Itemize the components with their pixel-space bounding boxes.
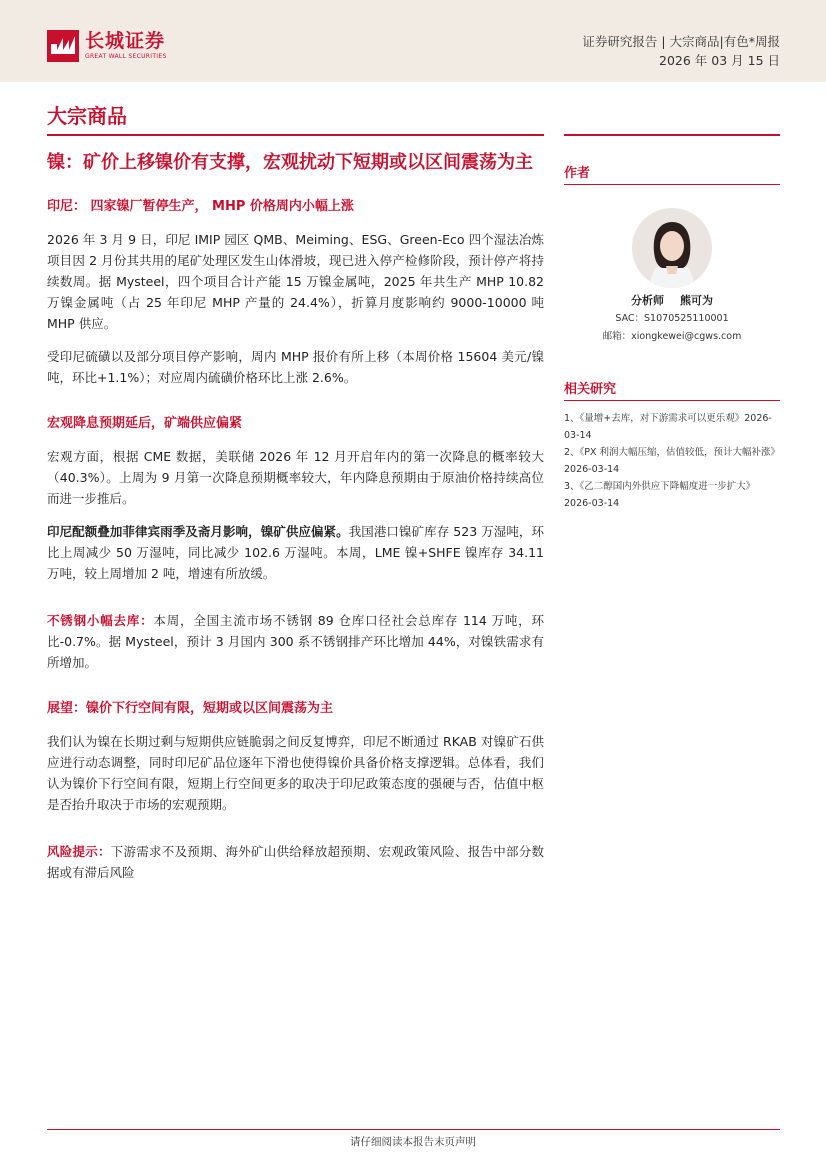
main-divider — [47, 134, 544, 136]
paragraph: 受印尼硫磺以及部分项目停产影响，周内 MHP 报价有所上移（本周价格 15604 美元/镍吨，环比+1.1%）；对应周内硫磺价格环比上涨 2.6%。 — [47, 349, 544, 385]
heading-outlook: 展望：镍价下行空间有限，短期或以区间震荡为主 — [47, 701, 334, 716]
related-item[interactable]: 1、《量增+去库，对下游需求可以更乐观》2026-03-14 — [564, 413, 772, 441]
heading-indonesia: 印尼： 四家镍厂暂停生产， MHP 价格周内小幅上涨 — [47, 199, 354, 214]
paragraph: 2026 年 3 月 9 日，印尼 IMIP 园区 QMB、Meiming、ESG、Green-Eco 四个湿法冶炼项目因 2 月份其共用的尾矿处理区发生山体滑坡，现已进入停产检修阶段，预计停产将持续数周。据 Mysteel，四个项目合计产能 15 万镍金属吨，2025 年共生产 MHP 10.82 万镍金属吨（占 25 年印尼 MHP 产量的 24.4%），折算月度影响约 9000-10000 吨 MHP 供应。 — [47, 232, 544, 331]
footer-disclaimer: 请仔细阅读本报告末页声明 — [350, 1136, 476, 1148]
analyst-portrait-icon — [632, 208, 712, 288]
paragraph-text: 下游需求不及预期、海外矿山供给释放超预期、宏观政策风险、报告中部分数据或有滞后风险 — [47, 844, 544, 880]
author-rule — [564, 184, 780, 185]
related-item[interactable]: 3、《乙二醇国内外供应下降幅度进一步扩大》2026-03-14 — [564, 481, 756, 509]
analyst-name: 熊可为 — [680, 294, 713, 307]
header-meta — [582, 32, 780, 70]
paragraph-ore-supply — [47, 521, 544, 584]
paragraph-text: 我国港口镍矿库存 523 万湿吨，环比上周减少 50 万湿吨，同比减少 102.6 万湿吨。本周，LME 镍+SHFE 镍库存 34.11 万吨，较上周增加 2 吨，增速有所放缓。 — [47, 524, 544, 581]
related-list — [564, 410, 780, 512]
main-content — [47, 146, 544, 895]
heading-macro: 宏观降息预期延后，矿端供应偏紧 — [47, 416, 243, 431]
lead-risk: 风险提示： — [47, 844, 111, 859]
report-date: 2026 年 03 月 15 日 — [659, 53, 780, 68]
lead-stainless: 不锈钢小幅去库： — [47, 613, 154, 628]
paragraph-risk — [47, 841, 544, 883]
company-logo — [47, 30, 187, 66]
analyst-photo — [632, 208, 712, 288]
logo-text-cn: 长城证券 — [85, 30, 166, 52]
related-heading: 相关研究 — [564, 382, 617, 397]
analyst-sac: SAC：S1070525110001 — [615, 313, 729, 324]
paragraph-stainless — [47, 610, 544, 673]
great-wall-logo-icon — [47, 30, 79, 62]
sidebar-divider — [564, 134, 780, 136]
related-item[interactable]: 2、《PX 利润大幅压缩，估值较低，预计大幅补涨》2026-03-14 — [564, 447, 776, 475]
paragraph: 我们认为镍在长期过剩与短期供应链脆弱之间反复博弈，印尼不断通过 RKAB 对镍矿石供应进行动态调整，同时印尼矿品位逐年下滑也使得镍价具备价格支撑逻辑。总体看，我们认为镍价下行空间有限，短期上行空间更多的取决于印尼政策态度的强硬与否，估值中枢是否抬升取决于市场的宏观预期。 — [47, 734, 544, 812]
analyst-email[interactable]: 邮箱：xiongkewei@cgws.com — [602, 331, 742, 342]
paragraph: 宏观方面，根据 CME 数据，美联储 2026 年 12 月开启年内的第一次降息的概率较大（40.3%）。上周为 9 月第一次降息预期概率较大，年内降息预期由于原油价格持续高位而进一步推后。 — [47, 449, 544, 506]
logo-text-en: GREAT WALL SECURITIES — [85, 53, 167, 60]
report-type: 证券研究报告 | 大宗商品|有色*周报 — [582, 34, 780, 49]
author-heading: 作者 — [564, 166, 591, 181]
paragraph-text: 本周，全国主流市场不锈钢 89 仓库口径社会总库存 114 万吨，环比-0.7%。据 Mysteel，预计 3 月国内 300 系不锈钢排产环比增加 44%，对镍铁需求有所增加。 — [47, 613, 544, 670]
related-rule — [564, 400, 780, 401]
section-label: 大宗商品 — [47, 104, 127, 128]
report-title: 镍：矿价上移镍价有支撑，宏观扰动下短期或以区间震荡为主 — [47, 152, 533, 173]
analyst-role: 分析师 — [631, 294, 664, 307]
analyst-info — [564, 292, 780, 346]
footer-rule — [47, 1129, 780, 1130]
bold-lead: 印尼配额叠加菲律宾雨季及斋月影响，镍矿供应偏紧。 — [47, 524, 349, 539]
